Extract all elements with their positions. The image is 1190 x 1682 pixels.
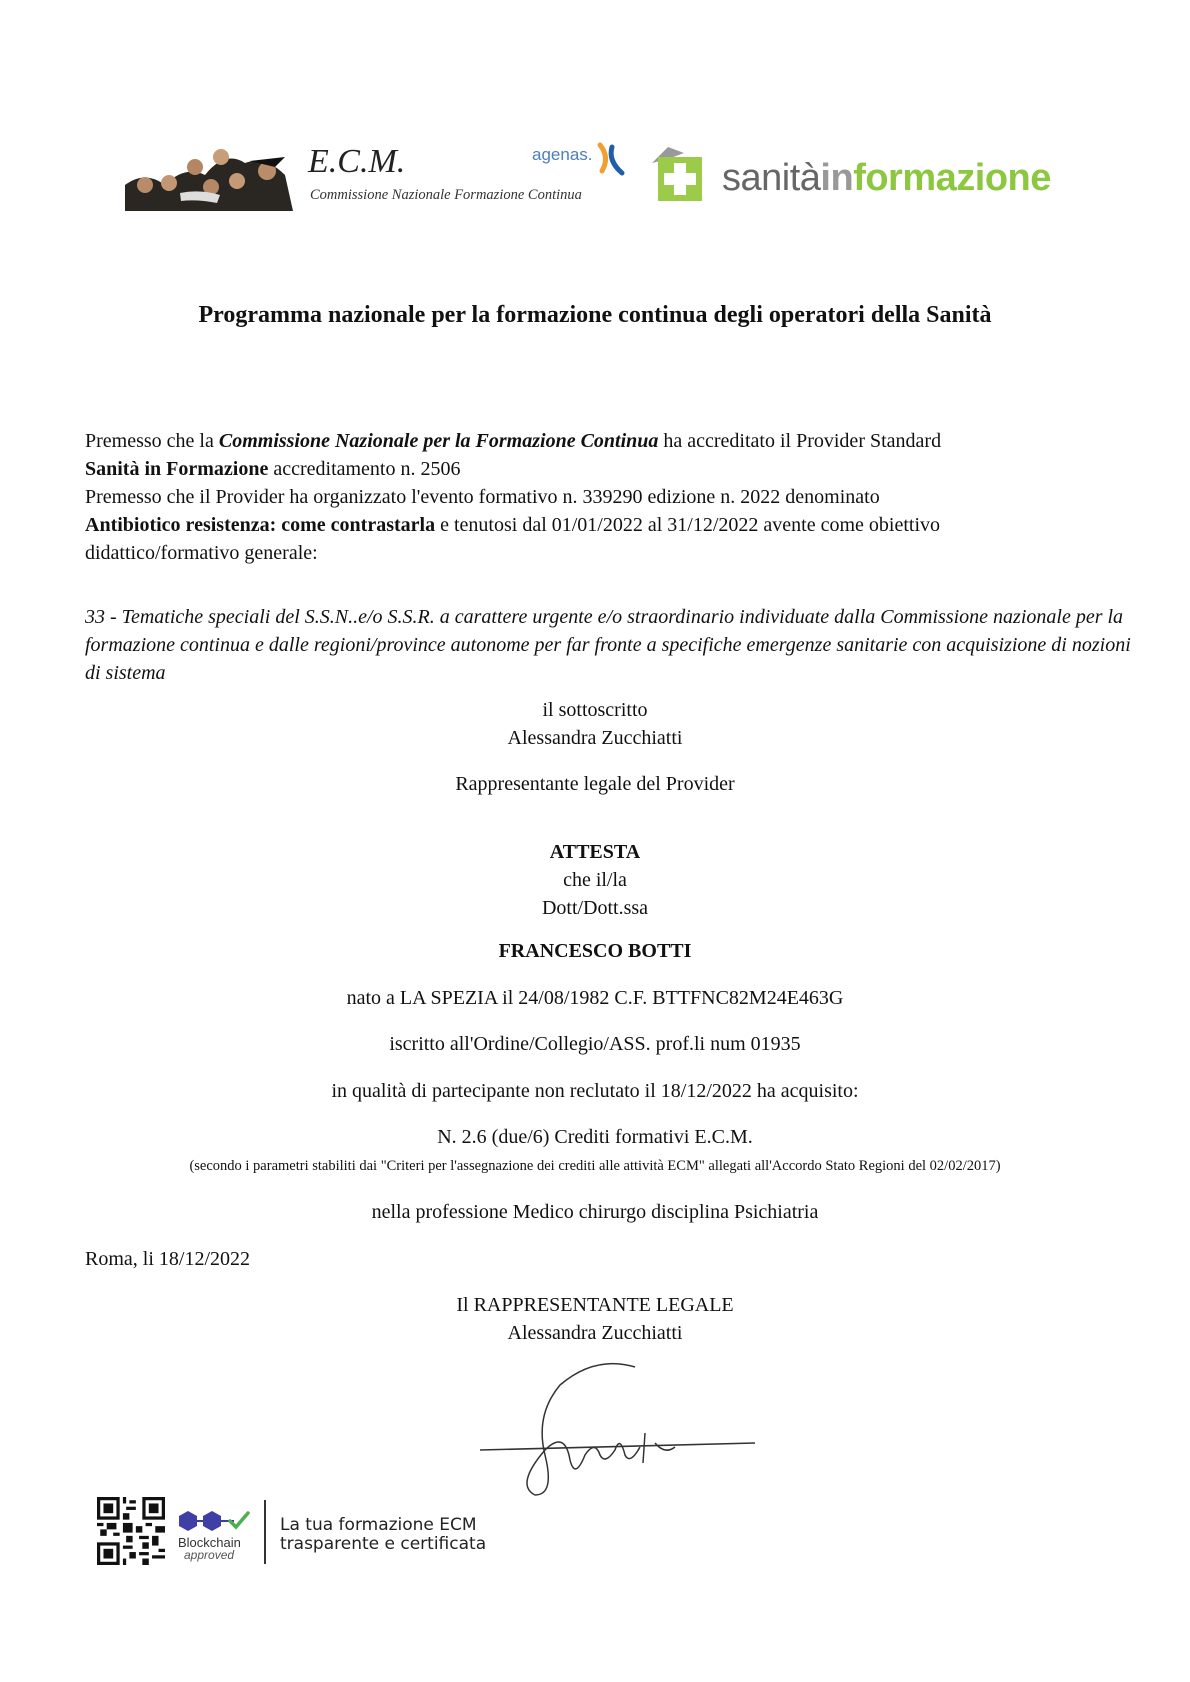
premise-line-3: Premesso che il Provider ha organizzato l'evento formativo n. 339290 edizione n. 2022 denominato [85,486,880,508]
signer-name: Alessandra Zucchiatti [507,727,683,749]
ecm-title: E.C.M. [308,143,406,180]
premise-line-2 [85,455,1125,483]
sanita-logo-part2: in [820,157,854,199]
attesta-line-1: che il/la [563,869,627,891]
participant-name: FRANCESCO BOTTI [498,940,692,962]
qr-code[interactable] [97,1497,165,1565]
premise-line-1 [85,427,1125,455]
document-title: Programma nazionale per la formazione continua degli operatori della Sanità [198,302,992,328]
premise-line-4 [85,511,1125,539]
participant-birth-info: nato a LA SPEZIA il 24/08/1982 C.F. BTTFNC82M24E463G [346,987,844,1009]
provider-name: Sanità in Formazione [85,458,269,480]
sanita-logo-text [722,157,1051,200]
participant-qualification: in qualità di partecipante non reclutato il 18/12/2022 ha acquisito: [331,1080,859,1102]
attesta-line-2: Dott/Dott.ssa [541,897,649,919]
event-dates: e tenutosi dal 01/01/2022 al 31/12/2022 avente come obiettivo [435,514,941,536]
attesta-heading: ATTESTA [549,841,641,863]
ecm-painting-logo [125,145,293,211]
accreditation-number: accreditamento n. 2506 [268,458,461,480]
footer-tagline-1: La tua formazione ECM [280,1515,477,1535]
header-logos [120,135,1080,215]
sanita-cross-icon [650,145,710,205]
place-date: Roma, li 18/12/2022 [85,1248,250,1270]
sanita-logo-part1: sanità [722,157,821,199]
footer-tagline-2: trasparente e certificata [280,1534,487,1554]
premise-paragraph [85,427,1125,567]
ecm-subtitle: Commissione Nazionale Formazione Continua [310,187,582,203]
closing-title: Il RAPPRESENTANTE LEGALE [456,1294,734,1316]
blockchain-icon [178,1509,250,1533]
training-objective: 33 - Tematiche speciali del S.S.N..e/o S.S.R. a carattere urgente e/o straordinario individuate dalla Commissione nazionale per la formazione continua e dalle regioni/province autonome per far fronte a specifiche emergenze sanitarie con acquisizione di nozioni di sistema [85,606,1131,684]
signer-role: Rappresentante legale del Provider [455,773,735,795]
premise-text: ha accreditato il Provider Standard [658,430,942,452]
agenas-mark-icon [596,141,626,177]
footer-divider [264,1500,266,1564]
handwritten-signature [475,1355,775,1505]
credits-awarded: N. 2.6 (due/6) Crediti formativi E.C.M. [437,1126,753,1148]
premise-text: Premesso che la [85,430,219,452]
blockchain-approved-label: approved [184,1548,235,1562]
sanita-logo-part3: formazione [853,157,1051,199]
participant-registration: iscritto all'Ordine/Collegio/ASS. prof.li num 01935 [389,1033,801,1055]
signer-intro: il sottoscritto [542,699,648,721]
commission-name: Commissione Nazionale per la Formazione Continua [218,430,659,452]
premise-line-5: didattico/formativo generale: [85,542,318,564]
agenas-logo-text: agenas. [532,145,593,164]
credits-note: (secondo i parametri stabiliti dai "Criteri per l'assegnazione dei crediti alle attività ECM" allegati all'Accordo Stato Regioni del 02/02/2017) [189,1158,1001,1174]
closing-name: Alessandra Zucchiatti [507,1322,683,1344]
blockchain-label: Blockchain [178,1535,241,1550]
profession-discipline: nella professione Medico chirurgo disciplina Psichiatria [371,1201,819,1223]
event-name: Antibiotico resistenza: come contrastarla [85,514,436,536]
